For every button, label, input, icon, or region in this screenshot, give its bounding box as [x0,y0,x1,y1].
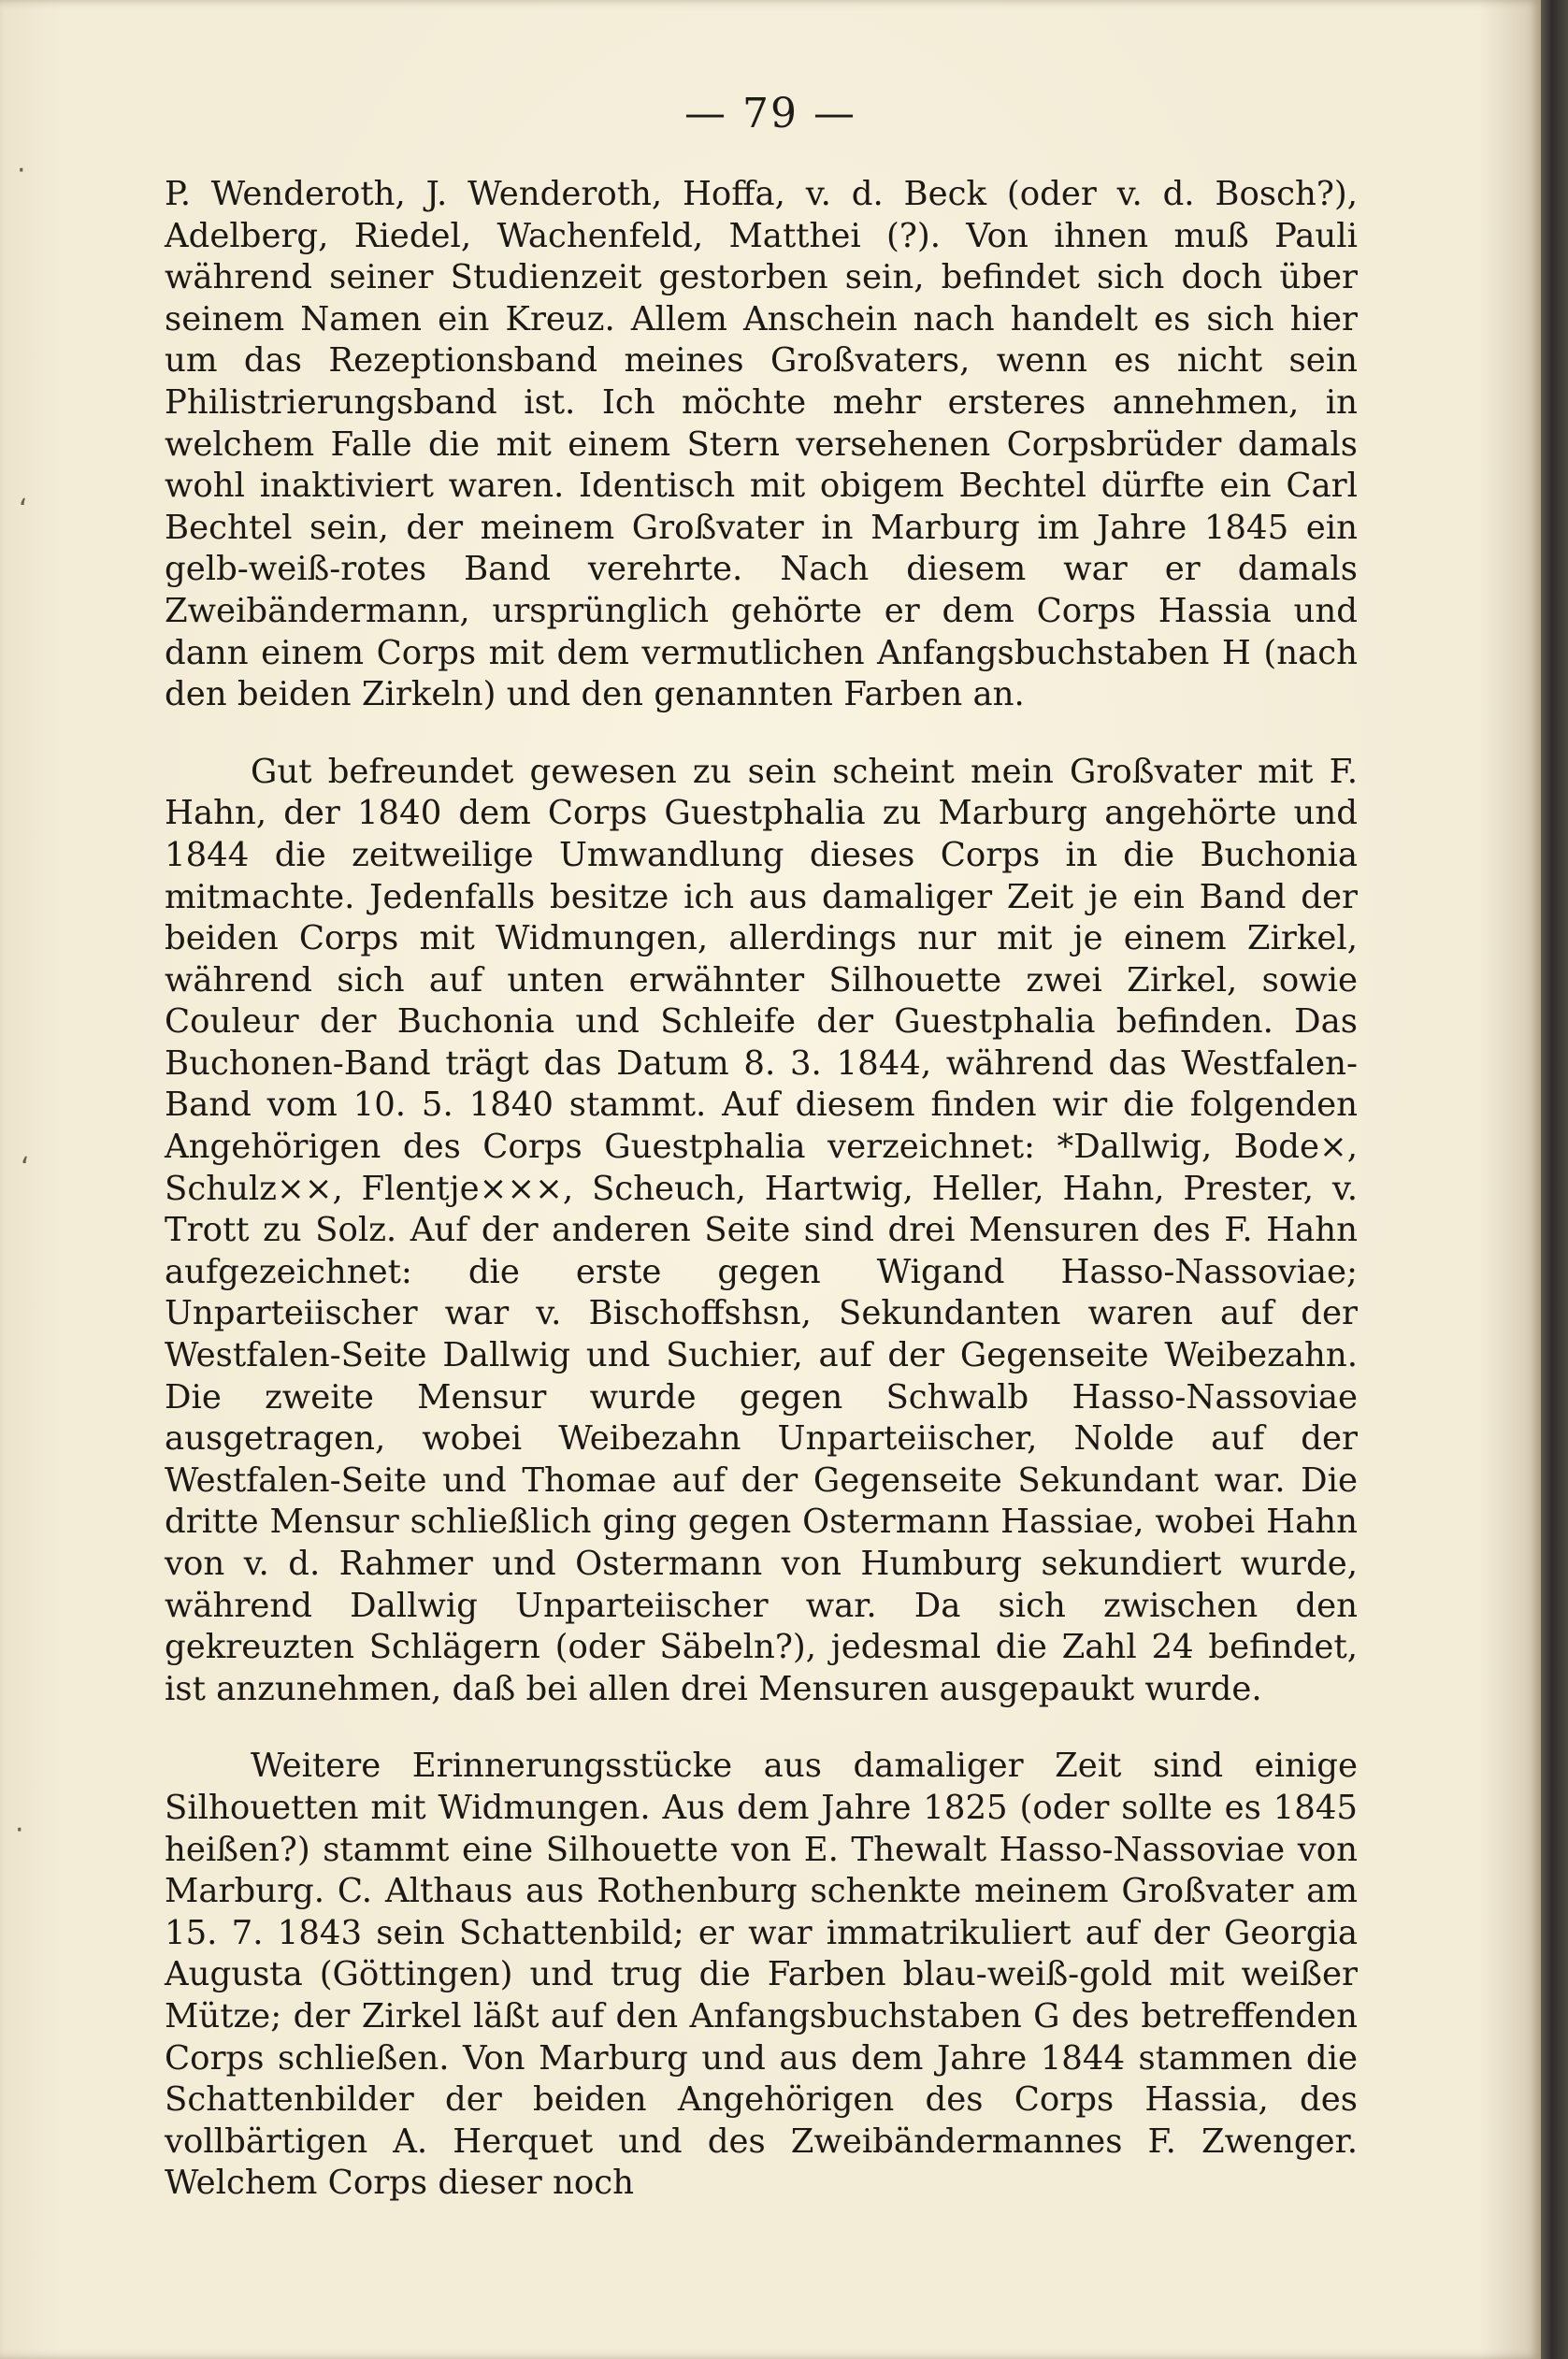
paragraph-3: Weitere Erinnerungsstücke aus damaliger Zeit sind einige Silhouetten mit Widmungen. Aus dem Jahre 1825 (oder sollte es 1845 heißen?) stammt eine Silhouette von E. Thewalt Hasso-Nassoviae von Marburg. C. Althaus aus Rothenburg schenkte meinem Großvater am 15. 7. 1843 sein Schattenbild; er war immatrikuliert auf der Georgia Augusta (Göttingen) und trug die Farben blau-weiß-gold mit weißer Mütze; der Zirkel läßt auf den Anfangsbuchstaben G des betreffenden Corps schließen. Von Marburg und aus dem Jahre 1844 stammen die Schattenbilder der beiden Angehörigen des Corps Hassia, des vollbärtigen A. Herquet und des Zweibändermannes F. Zwenger. Welchem Corps dieser noch [165,1747,1358,2203]
book-edge [1541,0,1568,2359]
margin-mark: · [15,1814,24,1847]
margin-mark: · [17,154,26,187]
paragraph-1: P. Wenderoth, J. Wenderoth, Hoffa, v. d. Beck (oder v. d. Bosch?), Adelberg, Riedel, Wachenfeld, Matthei (?). Von ihnen muß Pauli während seiner Studienzeit gestorben sein, befindet sich doch über seinem Namen ein Kreuz. Allem Anschein nach handelt es sich hier um das Rezeptionsband meines Großvaters, wenn es nicht sein Philistrierungsband ist. Ich möchte mehr ersteres annehmen, in welchem Falle die mit einem Stern versehenen Corpsbrüder damals wohl inaktiviert waren. Identisch mit obigem Bechtel dürfte ein Carl Bechtel sein, der meinem Großvater in Marburg im Jahre 1845 ein gelb-weiß-rotes Band verehrte. Nach diesem war er damals Zweibändermann, ursprünglich gehörte er dem Corps Hassia und dann einem Corps mit dem vermutlichen Anfangsbuchstaben H (nach den beiden Zirkeln) und den genannten Farben an. [165,175,1358,714]
body-text [165,174,1358,2205]
margin-mark: ‘ [21,1152,30,1185]
paragraph-2: Gut befreundet gewesen zu sein scheint mein Großvater mit F. Hahn, der 1840 dem Corps Guestphalia zu Marburg angehörte und 1844 die zeitweilige Umwandlung dieses Corps in die Buchonia mitmachte. Jedenfalls besitze ich aus damaliger Zeit je ein Band der beiden Corps mit Widmungen, allerdings nur mit je einem Zirkel, während sich auf unten erwähnter Silhouette zwei Zirkel, sowie Couleur der Buchonia und Schleife der Guestphalia befinden. Das Buchonen-Band trägt das Datum 8. 3. 1844, während das Westfalen-Band vom 10. 5. 1840 stammt. Auf diesem finden wir die folgenden Angehörigen des Corps Guestphalia verzeichnet: *Dallwig, Bode×, Schulz××, Flentje×××, Scheuch, Hartwig, Heller, Hahn, Prester, v. Trott zu Solz. Auf der anderen Seite sind drei Mensuren des F. Hahn aufgezeichnet: die erste gegen Wigand Hasso-Nassoviae; Unparteiischer war v. Bischoffshsn, Sekundanten waren auf der Westfalen-Seite Dallwig und Suchier, auf der Gegenseite Weibezahn. Die zweite Mensur wurde gegen Schwalb Hasso-Nassoviae ausgetragen, wobei Weibezahn Unparteiischer, Nolde auf der Westfalen-Seite und Thomae auf der Gegenseite Sekundant war. Die dritte Mensur schließlich ging gegen Ostermann Hassiae, wobei Hahn von v. d. Rahmer und Ostermann von Humburg sekundiert wurde, während Dallwig Unparteiischer war. Da sich zwischen den gekreuzten Schlägern (oder Säbeln?), jedesmal die Zahl 24 befindet, ist anzunehmen, daß bei allen drei Mensuren ausgepaukt wurde. [165,752,1358,1708]
margin-mark: ‘ [19,494,28,526]
page-number: — 79 — [684,90,856,137]
